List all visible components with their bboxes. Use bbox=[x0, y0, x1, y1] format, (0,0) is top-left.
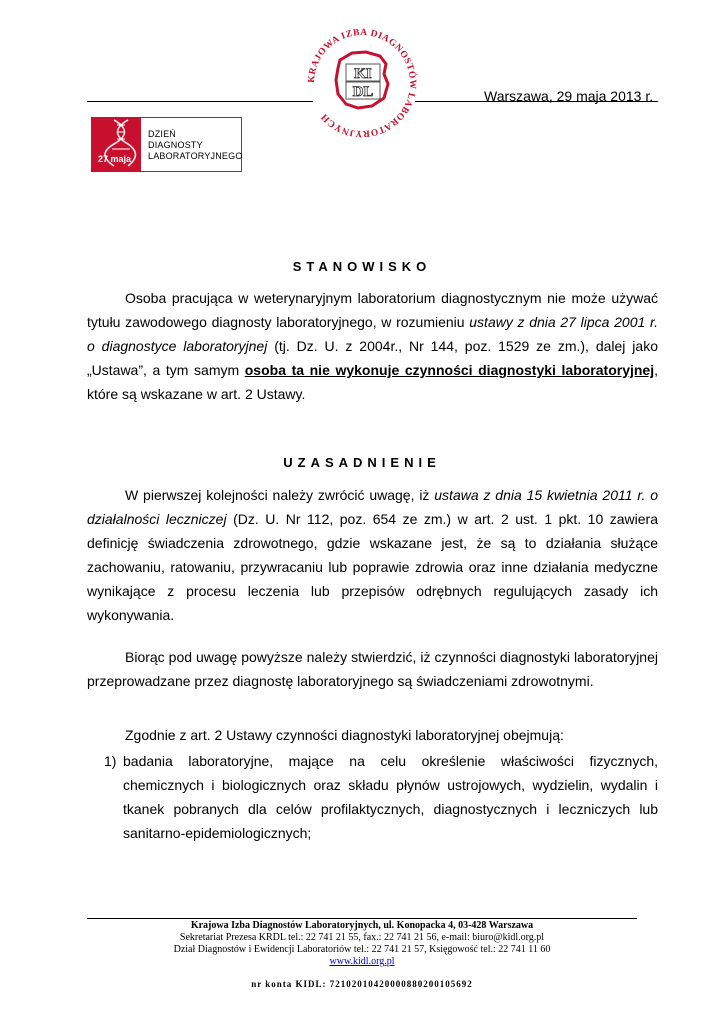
footer-department: Dział Diagnostów i Ewidencji Laboratoriów tel.: 22 741 21 57, Księgowość tel.: 22 741 11 60 bbox=[173, 944, 551, 955]
list-item bbox=[104, 749, 658, 845]
uzasadnienie-paragraph-1: W pierwszej kolejności należy zwrócić uwagę, iż ustawa z dnia 15 kwietnia 2011 r. o działalności leczniczej (Dz. U. Nr 112, poz. 654 ze zm.) w art. 2 ust. 1 pkt. 10 zawiera definicję świadczenia zdrowotnego, gdzie wskazane jest, że są to działania służące zachowaniu, ratowaniu, przywracaniu lub poprawie zdrowia oraz inne działania medyczne wynikające z procesu leczenia lub przepisów odrębnych regulujących zasady ich wykonywania. bbox=[87, 487, 658, 623]
badge-line-2: DIAGNOSTY bbox=[148, 140, 203, 150]
badge-line-1: DZIEŃ bbox=[148, 129, 176, 139]
uzasadnienie-paragraph-2: Biorąc pod uwagę powyższe należy stwierdzić, iż czynności diagnostyki laboratoryjnej przeprowadzane przez diagnostę laboratoryjnego są świadczeniami zdrowotnymi. bbox=[87, 649, 658, 689]
header-rule-left bbox=[87, 101, 313, 102]
list-item-number: 1) bbox=[104, 753, 117, 769]
footer-rule bbox=[87, 918, 637, 919]
badge-day: 27 maja bbox=[98, 154, 132, 164]
badge-red-panel bbox=[92, 118, 141, 171]
footer-website-link[interactable]: www.kidl.org.pl bbox=[329, 956, 395, 967]
badge-line-3: LABORATORYJNEGO bbox=[148, 151, 243, 161]
day-badge bbox=[91, 117, 242, 172]
logo-initials-top: KI bbox=[354, 66, 372, 82]
footer-address: Krajowa Izba Diagnostów Laboratoryjnych, ul. Konopacka 4, 03-428 Warszawa bbox=[190, 920, 534, 931]
footer-secretariat: Sekretariat Prezesa KRDL tel.: 22 741 21 55, fax.: 22 741 21 56, e-mail: biuro@kidl.org.pl bbox=[179, 932, 545, 943]
document-date: Warszawa, 29 maja 2013 r. bbox=[484, 88, 654, 104]
list-item-text: badania laboratoryjne, mające na celu określenie właściwości fizycznych, chemicznych i biologicznych oraz składu płynów ustrojowych, wydzielin, wydalin i tkanek pobranych dla celów profilaktycznych, diagnostycznych i leczniczych lub sanitarno-epidemiologicznych; bbox=[123, 753, 658, 841]
heading-uzasadnienie: UZASADNIENIE bbox=[283, 455, 441, 470]
logo-ring-text: KRAJOWA IZBA DIAGNOSTÓW LABORATORYJNYCH bbox=[306, 27, 418, 139]
heading-stanowisko: STANOWISKO bbox=[292, 259, 432, 274]
footer-account: nr konta KIDL: 72102010420000880200105692 bbox=[251, 979, 473, 989]
footer bbox=[0, 920, 724, 968]
logo-initials-bottom: DL bbox=[352, 84, 374, 100]
stanowisko-paragraph: Osoba pracująca w weterynaryjnym laboratorium diagnostycznym nie może używać tytułu zawodowego diagnosty laboratoryjnego, w rozumieniu ustawy z dnia 27 lipca 2001 r. o diagnostyce laboratoryjnej (tj. Dz. U. z 2004r., Nr 144, poz. 1529 ze zm.), dalej jako „Ustawa”, a tym samym osoba ta nie wykonuje czynności diagnostyki laboratoryjnej, które są wskazane w art. 2 Ustawy. bbox=[87, 290, 658, 402]
uzasadnienie-paragraph-3: Zgodnie z art. 2 Ustawy czynności diagnostyki laboratoryjnej obejmują: bbox=[125, 727, 564, 743]
kidl-logo bbox=[300, 26, 424, 140]
highlighted-statement: osoba ta nie wykonuje czynności diagnostyki laboratoryjnej bbox=[244, 362, 655, 378]
badge-text bbox=[148, 129, 243, 162]
